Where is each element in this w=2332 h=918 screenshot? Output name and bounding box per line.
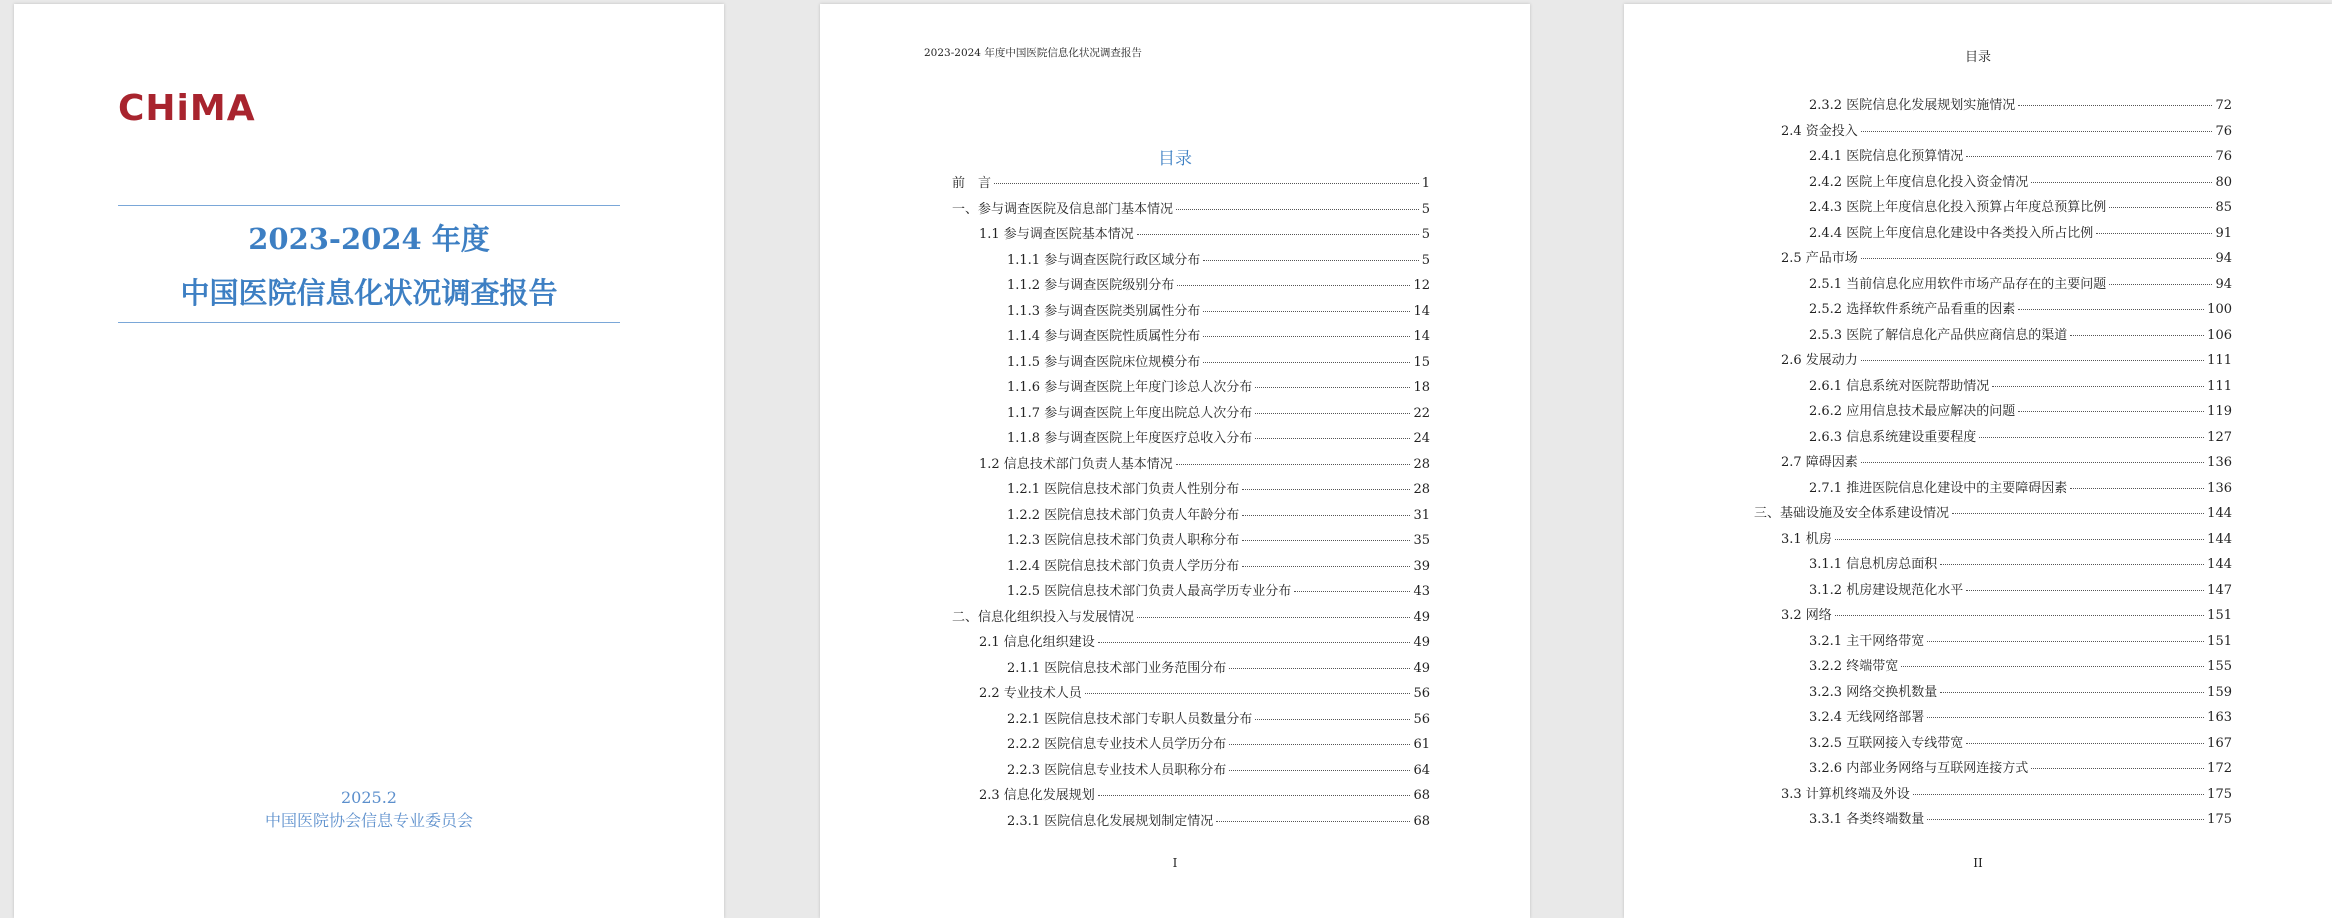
toc-entry-page: 119 xyxy=(2207,404,2232,419)
toc-entry-page: 56 xyxy=(1413,686,1430,701)
toc-dot-leader xyxy=(1927,717,2204,718)
toc-entry-title: 前 言 xyxy=(952,176,992,191)
toc-entry-title: 2.1 信息化组织建设 xyxy=(979,635,1095,650)
toc-entry[interactable] xyxy=(1754,272,2232,298)
toc-entry-page: 49 xyxy=(1413,660,1430,676)
toc-entry-page: 76 xyxy=(2215,123,2232,139)
toc-entry-title: 2.2 专业技术人员 xyxy=(979,686,1082,701)
toc-entry-title: 2.4.1 医院信息化预算情况 xyxy=(1809,149,1964,164)
toc-dot-leader xyxy=(1242,566,1410,567)
toc-entry-title: 1.2.3 医院信息技术部门负责人职称分布 xyxy=(1007,533,1240,548)
toc-entry-page: 136 xyxy=(2207,455,2232,470)
toc-entry[interactable] xyxy=(1754,221,2232,247)
toc-dot-leader xyxy=(1835,615,2204,616)
toc-entry-title: 3.2.3 网络交换机数量 xyxy=(1809,684,1938,700)
toc-entry-page: 94 xyxy=(2215,251,2232,266)
toc-entry-page: 155 xyxy=(2207,659,2232,674)
toc-entry[interactable] xyxy=(952,171,1430,197)
toc-dot-leader xyxy=(1229,668,1410,669)
toc-entry-title: 1.1.4 参与调查医院性质属性分布 xyxy=(1007,329,1201,344)
toc-entry-page: 175 xyxy=(2207,812,2232,827)
toc-dot-leader xyxy=(1229,744,1410,745)
toc-dot-leader xyxy=(1098,795,1411,796)
toc-entry-page: 144 xyxy=(2207,557,2232,572)
toc-list xyxy=(952,171,1430,834)
toc-entry-page: 64 xyxy=(1413,762,1430,778)
toc-entry-page: 18 xyxy=(1413,380,1430,395)
toc-dot-leader xyxy=(2096,233,2212,234)
page-number: II xyxy=(1973,856,1983,870)
toc-entry-title: 1.1.8 参与调查医院上年度医疗总收入分布 xyxy=(1007,431,1253,446)
cover-page xyxy=(14,4,724,918)
toc-entry-page: 175 xyxy=(2207,786,2232,802)
toc-entry-page: 111 xyxy=(2207,353,2232,368)
toc-entry-title: 3.2.5 互联网接入专线带宽 xyxy=(1809,735,1964,751)
toc-dot-leader xyxy=(1927,819,2204,820)
toc-entry[interactable] xyxy=(1754,399,2232,425)
toc-entry-page: 61 xyxy=(1413,737,1430,752)
toc-entry[interactable] xyxy=(1754,680,2232,706)
toc-entry-page: 5 xyxy=(1421,201,1430,217)
toc-entry-title: 3.1.1 信息机房总面积 xyxy=(1809,557,1938,572)
toc-entry-page: 151 xyxy=(2207,633,2232,649)
toc-page-1 xyxy=(820,4,1530,918)
toc-entry[interactable] xyxy=(1754,654,2232,680)
toc-entry[interactable] xyxy=(952,579,1430,605)
toc-entry[interactable] xyxy=(1754,603,2232,629)
toc-title: 目录 xyxy=(1158,149,1192,169)
toc-entry[interactable] xyxy=(952,222,1430,248)
toc-entry-page: 111 xyxy=(2207,378,2232,394)
toc-dot-leader xyxy=(1176,209,1419,210)
toc-entry-title: 1.1.7 参与调查医院上年度出院总人次分布 xyxy=(1007,405,1253,421)
toc-dot-leader xyxy=(2018,309,2204,310)
page-number: I xyxy=(1172,856,1178,870)
toc-dot-leader xyxy=(2031,768,2204,769)
toc-entry[interactable] xyxy=(952,605,1430,631)
toc-entry-page: 144 xyxy=(2207,506,2232,521)
toc-entry-title: 1.2.1 医院信息技术部门负责人性别分布 xyxy=(1007,482,1240,497)
toc-entry-title: 2.4.4 医院上年度信息化建设中各类投入所占比例 xyxy=(1809,225,2094,241)
toc-entry[interactable] xyxy=(952,426,1430,452)
toc-entry-title: 三、基础设施及安全体系建设情况 xyxy=(1754,506,1950,521)
toc-entry[interactable] xyxy=(952,656,1430,682)
toc-entry[interactable] xyxy=(1754,629,2232,655)
toc-entry-title: 2.7.1 推进医院信息化建设中的主要障碍因素 xyxy=(1809,480,2068,496)
toc-entry-title: 1.1.5 参与调查医院床位规模分布 xyxy=(1007,354,1201,370)
toc-entry[interactable] xyxy=(952,732,1430,758)
toc-entry-title: 1.1.3 参与调查医院类别属性分布 xyxy=(1007,303,1201,319)
toc-entry-title: 2.6.3 信息系统建设重要程度 xyxy=(1809,429,1977,445)
toc-entry-title: 1.2.4 医院信息技术部门负责人学历分布 xyxy=(1007,558,1240,574)
toc-dot-leader xyxy=(1255,387,1410,388)
toc-entry-page: 14 xyxy=(1413,329,1430,344)
toc-entry[interactable] xyxy=(1754,119,2232,145)
toc-dot-leader xyxy=(994,183,1419,184)
toc-dot-leader xyxy=(1242,540,1410,541)
toc-entry-page: 100 xyxy=(2207,302,2232,317)
toc-dot-leader xyxy=(1927,641,2204,642)
toc-entry-page: 80 xyxy=(2215,174,2232,190)
toc-entry-page: 49 xyxy=(1413,635,1430,650)
toc-entry-page: 43 xyxy=(1413,584,1430,599)
toc-entry-page: 14 xyxy=(1413,303,1430,319)
toc-entry-page: 68 xyxy=(1413,788,1430,803)
toc-entry-title: 2.5.1 当前信息化应用软件市场产品存在的主要问题 xyxy=(1809,276,2107,292)
toc-entry-title: 1.1.1 参与调查医院行政区域分布 xyxy=(1007,252,1201,268)
toc-entry-page: 85 xyxy=(2215,200,2232,215)
toc-dot-leader xyxy=(2018,105,2212,106)
toc-entry-page: 5 xyxy=(1421,252,1430,268)
toc-entry-page: 159 xyxy=(2207,684,2232,700)
toc-entry-title: 2.5.2 选择软件系统产品看重的因素 xyxy=(1809,302,2016,317)
cover-title-main: 中国医院信息化状况调查报告 xyxy=(180,276,558,310)
toc-entry-title: 3.2.2 终端带宽 xyxy=(1809,659,1899,674)
toc-entry-title: 1.2 信息技术部门负责人基本情况 xyxy=(979,456,1173,472)
toc-dot-leader xyxy=(1176,464,1411,465)
toc-entry[interactable] xyxy=(952,299,1430,325)
toc-entry[interactable] xyxy=(952,681,1430,707)
toc-entry[interactable] xyxy=(1754,93,2232,119)
toc-entry[interactable] xyxy=(952,707,1430,733)
toc-dot-leader xyxy=(1861,462,2204,463)
toc-entry-title: 一、参与调查医院及信息部门基本情况 xyxy=(952,201,1174,217)
toc-entry-page: 1 xyxy=(1421,176,1430,191)
toc-dot-leader xyxy=(1979,437,2204,438)
toc-dot-leader xyxy=(1229,770,1410,771)
toc-entry-title: 2.5.3 医院了解信息化产品供应商信息的渠道 xyxy=(1809,327,2068,343)
toc-dot-leader xyxy=(2109,284,2212,285)
toc-entry[interactable] xyxy=(952,452,1430,478)
toc-entry[interactable] xyxy=(1754,348,2232,374)
running-header: 2023-2024 年度中国医院信息化状况调查报告 xyxy=(924,47,1142,59)
toc-entry-title: 3.3 计算机终端及外设 xyxy=(1781,786,1910,802)
toc-entry-title: 2.4 资金投入 xyxy=(1781,123,1858,139)
toc-dot-leader xyxy=(1952,513,2204,514)
cover-title-year: 2023-2024 年度 xyxy=(248,222,490,256)
toc-entry-title: 1.1 参与调查医院基本情况 xyxy=(979,227,1134,242)
toc-entry-page: 76 xyxy=(2215,149,2232,164)
toc-dot-leader xyxy=(1203,311,1410,312)
toc-dot-leader xyxy=(1203,362,1410,363)
toc-dot-leader xyxy=(1966,156,2212,157)
toc-entry-page: 15 xyxy=(1413,354,1430,370)
toc-entry-page: 144 xyxy=(2207,531,2232,547)
toc-entry-title: 2.3.1 医院信息化发展规划制定情况 xyxy=(1007,813,1214,829)
toc-entry[interactable] xyxy=(1754,756,2232,782)
toc-dot-leader xyxy=(1294,591,1410,592)
toc-entry-title: 2.3.2 医院信息化发展规划实施情况 xyxy=(1809,98,2016,113)
toc-entry-page: 49 xyxy=(1413,609,1430,625)
toc-entry-page: 31 xyxy=(1413,507,1430,523)
cover-top-rule xyxy=(118,205,620,206)
toc-entry[interactable] xyxy=(952,783,1430,809)
toc-entry-page: 94 xyxy=(2215,276,2232,292)
toc-entry-page: 28 xyxy=(1413,482,1430,497)
toc-entry-page: 127 xyxy=(2207,429,2232,445)
toc-entry-title: 2.1.1 医院信息技术部门业务范围分布 xyxy=(1007,660,1227,676)
toc-dot-leader xyxy=(1861,360,2204,361)
toc-entry[interactable] xyxy=(1754,246,2232,272)
toc-entry[interactable] xyxy=(1754,578,2232,604)
toc-entry-title: 3.2.6 内部业务网络与互联网连接方式 xyxy=(1809,761,2029,776)
toc-dot-leader xyxy=(2018,411,2204,412)
toc-dot-leader xyxy=(1137,234,1419,235)
cover-date: 2025.2 xyxy=(341,788,397,807)
toc-entry-title: 2.2.3 医院信息专业技术人员职称分布 xyxy=(1007,762,1227,778)
cover-organization: 中国医院协会信息专业委员会 xyxy=(264,811,473,830)
toc-dot-leader xyxy=(1085,693,1411,694)
toc-entry[interactable] xyxy=(1754,170,2232,196)
toc-dot-leader xyxy=(2070,488,2204,489)
toc-entry[interactable] xyxy=(1754,527,2232,553)
toc-dot-leader xyxy=(1966,590,2204,591)
toc-dot-leader xyxy=(1242,489,1410,490)
toc-entry-title: 3.1.2 机房建设规范化水平 xyxy=(1809,582,1964,598)
toc-entry-page: 163 xyxy=(2207,710,2232,725)
toc-entry[interactable] xyxy=(1754,807,2232,833)
toc-entry-page: 22 xyxy=(1413,405,1430,421)
toc-dot-leader xyxy=(1177,285,1410,286)
toc-entry-page: 106 xyxy=(2207,327,2232,343)
toc-dot-leader xyxy=(1203,336,1410,337)
toc-entry[interactable] xyxy=(1754,705,2232,731)
toc-entry-page: 167 xyxy=(2207,735,2232,751)
toc-entry-title: 3.2 网络 xyxy=(1781,608,1832,623)
toc-entry-title: 2.3 信息化发展规划 xyxy=(979,788,1095,803)
toc-entry[interactable] xyxy=(952,375,1430,401)
toc-dot-leader xyxy=(2109,207,2212,208)
toc-dot-leader xyxy=(1901,666,2204,667)
toc-entry-title: 3.2.1 主干网络带宽 xyxy=(1809,633,1925,649)
toc-entry-page: 35 xyxy=(1413,533,1430,548)
toc-entry-title: 2.5 产品市场 xyxy=(1781,251,1858,266)
page-header: 目录 xyxy=(1964,50,1991,65)
toc-entry[interactable] xyxy=(1754,552,2232,578)
toc-entry[interactable] xyxy=(952,350,1430,376)
toc-entry-title: 3.1 机房 xyxy=(1781,531,1832,547)
toc-dot-leader xyxy=(2070,335,2204,336)
toc-entry-title: 2.2.1 医院信息技术部门专职人员数量分布 xyxy=(1007,711,1253,727)
toc-entry[interactable] xyxy=(952,273,1430,299)
chima-logo: CHiMA xyxy=(118,88,256,129)
toc-entry[interactable] xyxy=(952,554,1430,580)
toc-entry-title: 2.6.2 应用信息技术最应解决的问题 xyxy=(1809,404,2016,419)
toc-list xyxy=(1754,93,2232,833)
toc-entry-title: 2.2.2 医院信息专业技术人员学历分布 xyxy=(1007,737,1227,752)
cover-bottom-rule xyxy=(118,322,620,323)
toc-dot-leader xyxy=(1992,386,2204,387)
toc-entry-page: 151 xyxy=(2207,608,2232,623)
toc-entry-title: 二、信息化组织投入与发展情况 xyxy=(952,609,1135,625)
toc-entry[interactable] xyxy=(1754,297,2232,323)
toc-entry-title: 2.6.1 信息系统对医院帮助情况 xyxy=(1809,378,1990,394)
toc-entry[interactable] xyxy=(952,477,1430,503)
toc-dot-leader xyxy=(1913,794,2204,795)
toc-page-2 xyxy=(1624,4,2332,918)
toc-entry-page: 72 xyxy=(2215,98,2232,113)
toc-entry-title: 2.7 障碍因素 xyxy=(1781,455,1858,470)
toc-entry-title: 1.1.6 参与调查医院上年度门诊总人次分布 xyxy=(1007,380,1253,395)
toc-entry-title: 2.6 发展动力 xyxy=(1781,353,1858,368)
toc-dot-leader xyxy=(2031,182,2212,183)
toc-entry-page: 147 xyxy=(2207,582,2232,598)
toc-entry[interactable] xyxy=(952,809,1430,835)
toc-entry[interactable] xyxy=(1754,144,2232,170)
toc-dot-leader xyxy=(1098,642,1411,643)
toc-entry[interactable] xyxy=(1754,501,2232,527)
toc-entry-page: 28 xyxy=(1413,456,1430,472)
toc-entry-page: 39 xyxy=(1413,558,1430,574)
toc-dot-leader xyxy=(1216,821,1410,822)
toc-dot-leader xyxy=(1940,692,2204,693)
toc-entry-title: 2.4.3 医院上年度信息化投入预算占年度总预算比例 xyxy=(1809,200,2107,215)
toc-dot-leader xyxy=(1203,260,1419,261)
toc-dot-leader xyxy=(1242,515,1410,516)
toc-entry-title: 1.2.5 医院信息技术部门负责人最高学历专业分布 xyxy=(1007,584,1292,599)
toc-entry[interactable] xyxy=(1754,323,2232,349)
toc-entry-page: 56 xyxy=(1413,711,1430,727)
toc-entry-title: 1.1.2 参与调查医院级别分布 xyxy=(1007,278,1175,293)
toc-entry[interactable] xyxy=(1754,731,2232,757)
toc-entry-page: 24 xyxy=(1413,431,1430,446)
toc-entry[interactable] xyxy=(952,758,1430,784)
toc-entry-page: 172 xyxy=(2207,761,2232,776)
toc-entry-page: 12 xyxy=(1413,278,1430,293)
toc-entry[interactable] xyxy=(952,324,1430,350)
toc-entry-page: 68 xyxy=(1413,813,1430,829)
toc-entry-title: 1.2.2 医院信息技术部门负责人年龄分布 xyxy=(1007,507,1240,523)
toc-dot-leader xyxy=(1966,743,2204,744)
toc-entry[interactable] xyxy=(952,630,1430,656)
toc-dot-leader xyxy=(1137,617,1410,618)
toc-entry-page: 136 xyxy=(2207,480,2232,496)
toc-entry[interactable] xyxy=(952,503,1430,529)
toc-entry[interactable] xyxy=(1754,374,2232,400)
toc-entry-page: 5 xyxy=(1421,227,1430,242)
toc-entry[interactable] xyxy=(1754,450,2232,476)
toc-entry[interactable] xyxy=(1754,476,2232,502)
toc-entry-title: 3.3.1 各类终端数量 xyxy=(1809,812,1925,827)
toc-entry[interactable] xyxy=(1754,425,2232,451)
toc-entry[interactable] xyxy=(1754,195,2232,221)
toc-entry-page: 91 xyxy=(2215,225,2232,241)
toc-entry[interactable] xyxy=(952,248,1430,274)
toc-entry[interactable] xyxy=(952,528,1430,554)
toc-dot-leader xyxy=(1255,438,1410,439)
toc-entry-title: 2.4.2 医院上年度信息化投入资金情况 xyxy=(1809,174,2029,190)
toc-dot-leader xyxy=(1861,131,2213,132)
toc-dot-leader xyxy=(1835,539,2204,540)
toc-entry[interactable] xyxy=(1754,782,2232,808)
toc-dot-leader xyxy=(1940,564,2204,565)
toc-entry[interactable] xyxy=(952,197,1430,223)
toc-entry[interactable] xyxy=(952,401,1430,427)
toc-dot-leader xyxy=(1255,719,1410,720)
toc-dot-leader xyxy=(1255,413,1410,414)
toc-entry-title: 3.2.4 无线网络部署 xyxy=(1809,710,1925,725)
toc-dot-leader xyxy=(1861,258,2213,259)
